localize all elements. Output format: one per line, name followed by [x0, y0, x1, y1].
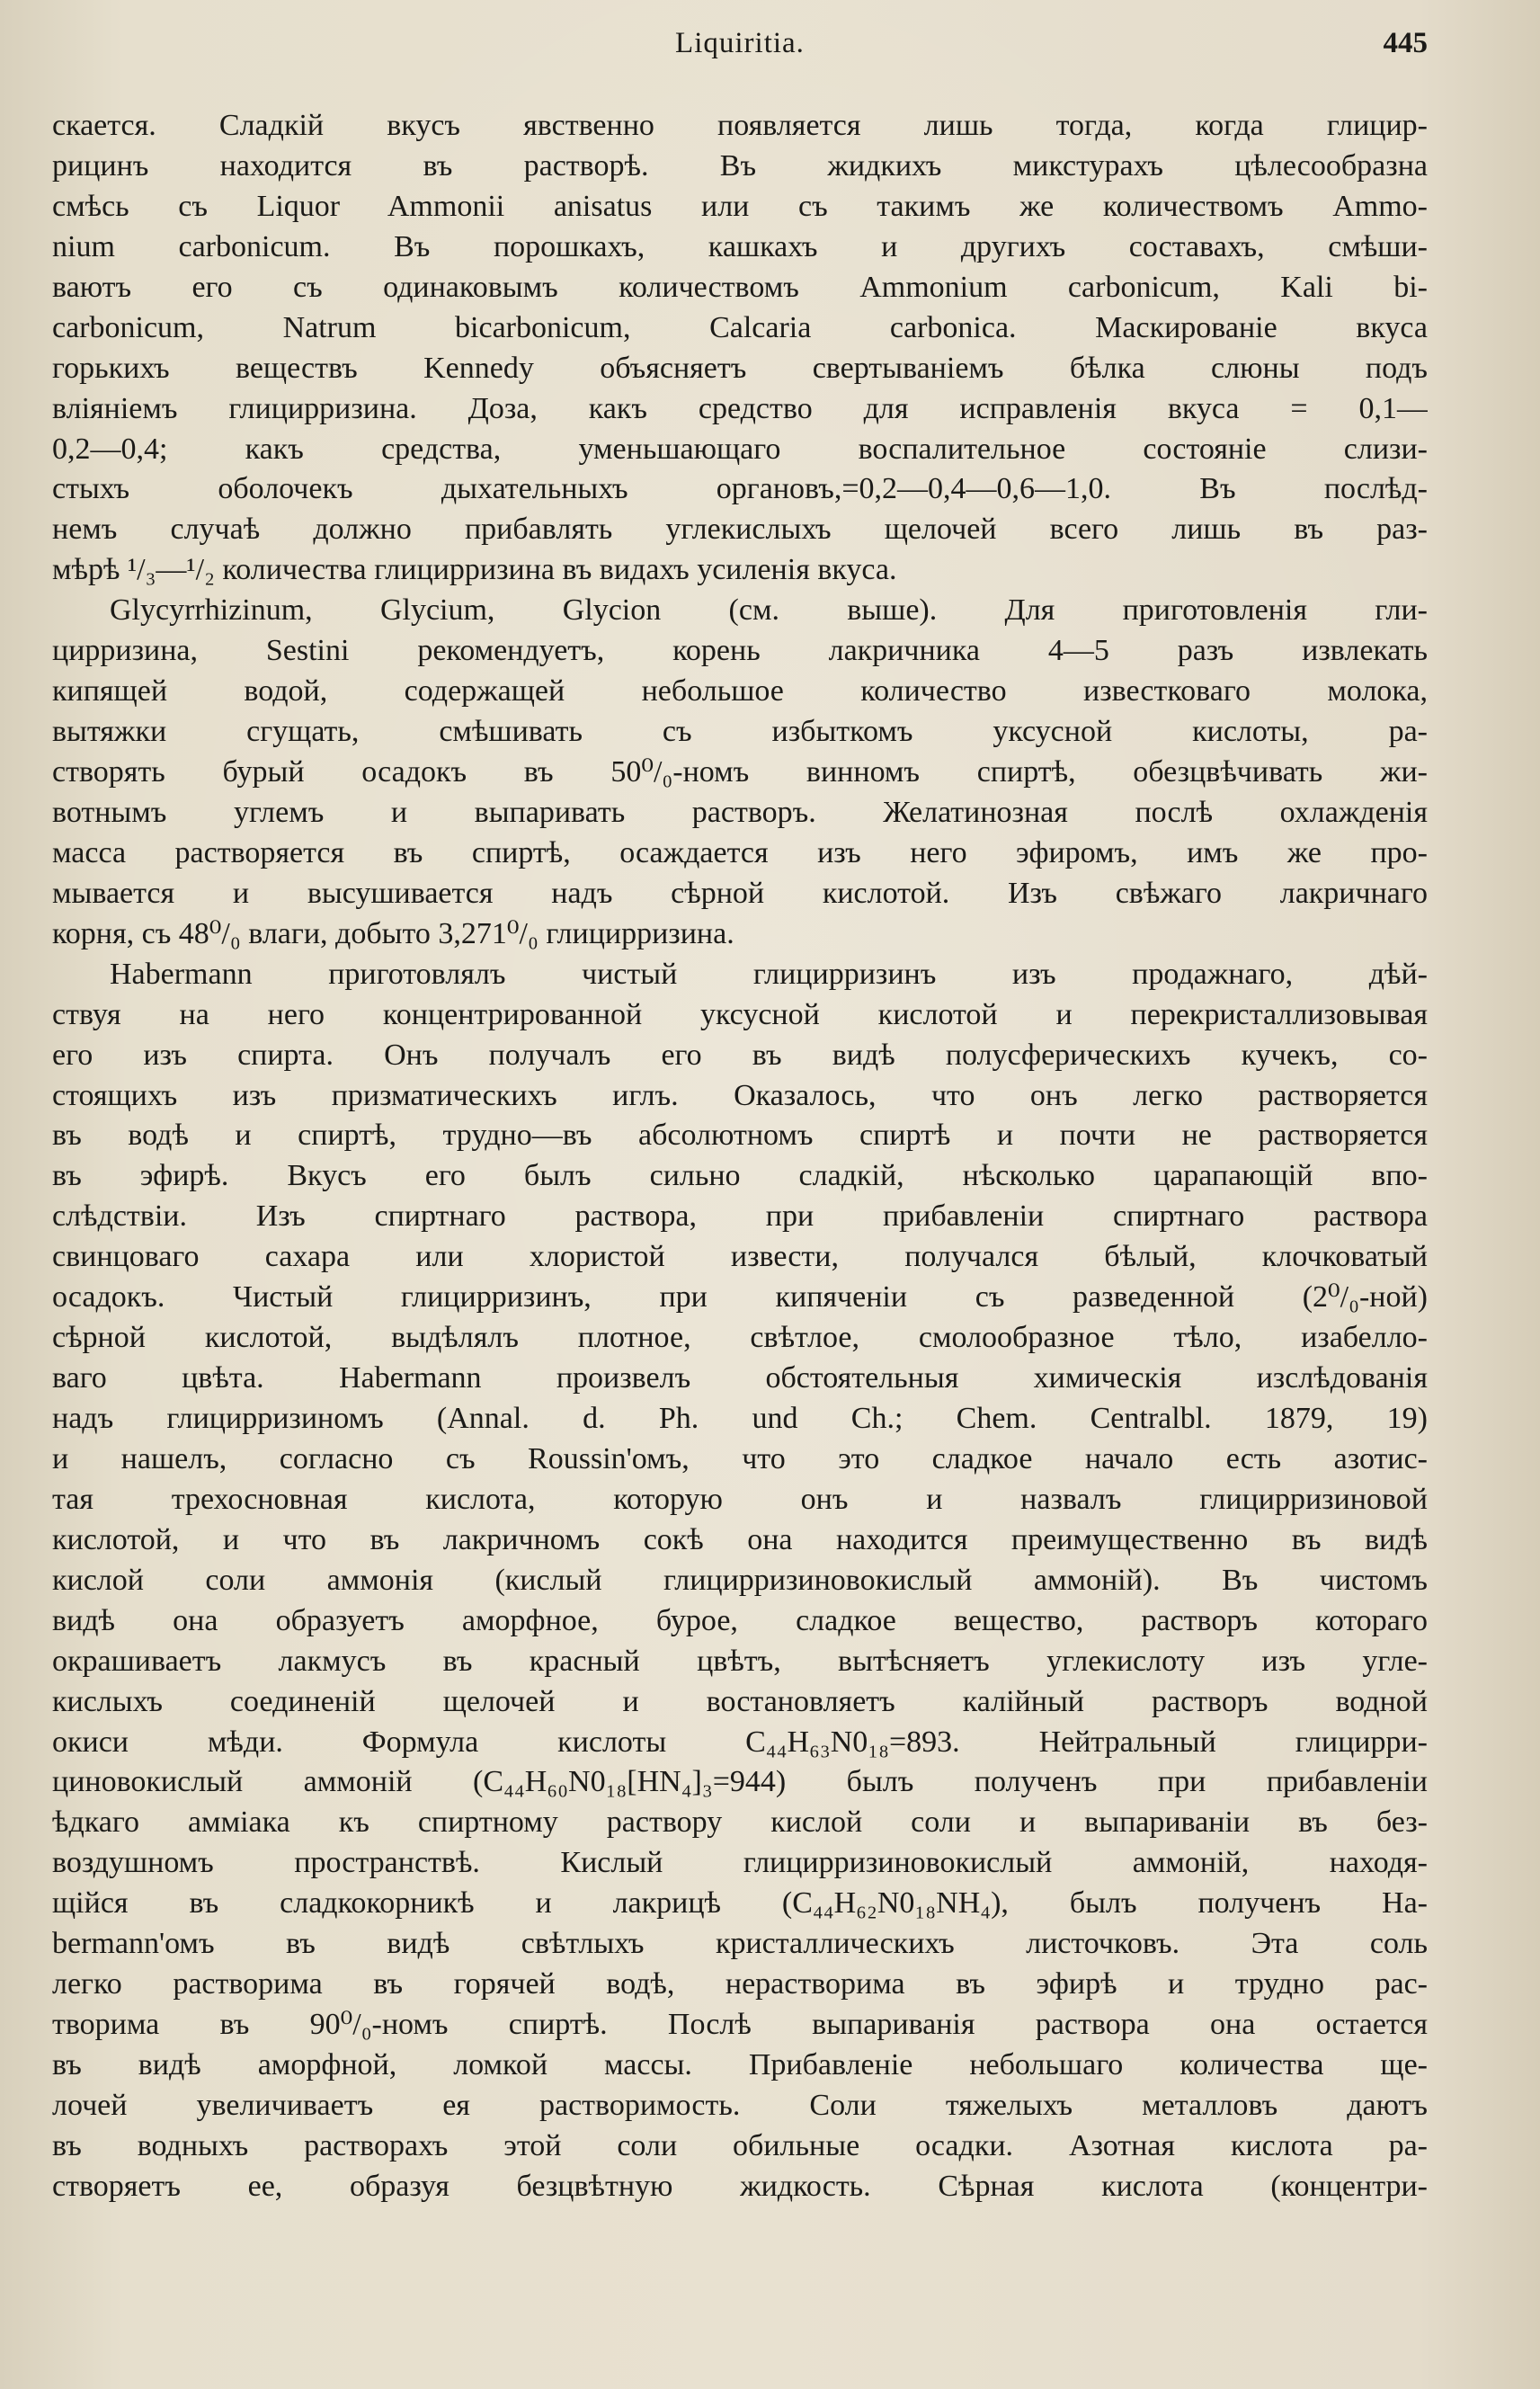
text-line: скается. Сладкій вкусъ явственно появляется лишь тогда, когда глицир-	[52, 109, 1428, 142]
text-line: въ водныхъ растворахъ этой соли обильные осадки. Азотная кислота ра-	[52, 2128, 1428, 2162]
text-line: лочей увеличиваетъ ея растворимость. Соли тяжелыхъ металловъ даютъ	[52, 2088, 1428, 2122]
text-line: окрашиваетъ лакмусъ въ красный цвѣтъ, вытѣсняетъ углекислоту изъ угле-	[52, 1644, 1428, 1678]
text-line: ваго цвѣта. Habermann произвелъ обстоятельныя химическія изслѣдованія	[52, 1361, 1428, 1395]
text-line: въ видѣ аморфной, ломкой массы. Прибавленіе небольшаго количества ще-	[52, 2048, 1428, 2081]
page-number: 445	[1383, 27, 1428, 59]
text-line: его изъ спирта. Онъ получалъ его въ видѣ полусферическихъ кучекъ, со-	[52, 1038, 1428, 1072]
text-line: въ водѣ и спиртѣ, трудно—въ абсолютномъ спиртѣ и почти не растворяется	[52, 1119, 1428, 1153]
text-line: окиси мѣди. Формула кислоты C₄₄H₆₃N0₁₈=893. Нейтральный глицирри-	[52, 1725, 1428, 1759]
text-line: надъ глицирризиномъ (Annal. d. Ph. und Ch.; Chem. Centralbl. 1879, 19)	[52, 1402, 1428, 1435]
text-line: видѣ она образуетъ аморфное, бурое, сладкое вещество, растворъ котораго	[52, 1603, 1428, 1637]
text-line: щійся въ сладкокорникѣ и лакрицѣ (C₄₄H₆₂N0₁₈NH₄), былъ полученъ Ha-	[52, 1886, 1428, 1921]
text-line: цирризина, Sestini рекомендуетъ, корень лакричника 4—5 разъ извлекать	[52, 634, 1428, 668]
text-line: рицинъ находится въ растворѣ. Въ жидкихъ микстурахъ цѣлесообразна	[52, 148, 1428, 183]
text-line: воздушномъ пространствѣ. Кислый глицирризиновокислый аммоній, находя-	[52, 1846, 1428, 1880]
text-line: въ эфирѣ. Вкусъ его былъ сильно сладкій, нѣсколько царапающій впо-	[52, 1159, 1428, 1193]
text-line: слѣдствіи. Изъ спиртнаго раствора, при прибавленіи спиртнаго раствора	[52, 1199, 1428, 1234]
text-line: bermann'омъ въ видѣ свѣтлыхъ кристаллическихъ листочковъ. Эта соль	[52, 1927, 1428, 1961]
text-line: легко растворима въ горячей водѣ, нерастворима въ эфирѣ и трудно рас-	[52, 1967, 1428, 2001]
text-line: Glycyrrhizinum, Glycium, Glycion (см. выше). Для приготовленія гли-	[110, 593, 1428, 628]
text-line: мывается и высушивается надъ сѣрной кислотой. Изъ свѣжаго лакричнаго	[52, 876, 1428, 910]
text-line: вытяжки сгущать, смѣшивать съ избыткомъ уксусной кислоты, ра-	[52, 715, 1428, 749]
text-line: 0,2—0,4; какъ средства, уменьшающаго воспалительное состояніе слизи-	[52, 432, 1428, 466]
text-line: кислыхъ соединеній щелочей и востановляетъ калійный растворъ водной	[52, 1684, 1428, 1718]
text-line: смѣсь съ Liquor Ammonii anisatus или съ такимъ же количествомъ Ammo-	[52, 189, 1428, 223]
text-line: немъ случаѣ должно прибавлять углекислыхъ щелочей всего лишь въ раз-	[52, 513, 1428, 547]
text-line: carbonicum, Natrum bicarbonicum, Calcaria carbonica. Маскированіе вкуса	[52, 310, 1428, 344]
text-line: кислотой, и что въ лакричномъ сокѣ она находится преимущественно въ видѣ	[52, 1522, 1428, 1556]
text-line: масса растворяется въ спиртѣ, осаждается изъ него эфиромъ, имъ же про-	[52, 835, 1428, 869]
text-line: и нашелъ, согласно съ Roussin'омъ, что это сладкое начало есть азотис-	[52, 1441, 1428, 1475]
text-line: свинцоваго сахара или хлористой извести, получался бѣлый, клочковатый	[52, 1240, 1428, 1274]
page-header	[52, 27, 1428, 72]
text-line: створять бурый осадокъ въ 50⁰/₀-номъ винномъ спиртѣ, обезцвѣчивать жи-	[52, 755, 1428, 789]
text-line: творима въ 90⁰/₀-номъ спиртѣ. Послѣ выпариванія раствора она остается	[52, 2008, 1428, 2042]
text-line: стоящихъ изъ призматическихъ иглъ. Оказалось, что онъ легко растворяется	[52, 1078, 1428, 1112]
text-line: вотнымъ углемъ и выпаривать растворъ. Желатинозная послѣ охлажденія	[52, 795, 1428, 829]
body-text	[52, 106, 1428, 2207]
text-line: nium carbonicum. Въ порошкахъ, кашкахъ и другихъ составахъ, смѣши-	[52, 229, 1428, 263]
text-line: ваютъ его съ одинаковымъ количествомъ Ammonium carbonicum, Kali bi-	[52, 270, 1428, 304]
text-line: кипящей водой, содержащей небольшое количество известковаго молока,	[52, 674, 1428, 709]
text-line: сѣрной кислотой, выдѣлялъ плотное, свѣтлое, смолообразное тѣло, изабелло-	[52, 1321, 1428, 1355]
text-line: горькихъ веществъ Kennedy объясняетъ свертываніемъ бѣлка слюны подъ	[52, 351, 1428, 385]
text-line: кислой соли аммонія (кислый глицирризиновокислый аммоній). Въ чистомъ	[52, 1563, 1428, 1597]
text-line: циновокислый аммоній (C₄₄H₆₀N0₁₈[HN₄]₃=944) былъ полученъ при прибавленіи	[52, 1765, 1428, 1799]
text-line: тая трехосновная кислота, которую онъ и назвалъ глицирризиновой	[52, 1482, 1428, 1516]
text-line: стыхъ оболочекъ дыхательныхъ органовъ,=0,2—0,4—0,6—1,0. Въ послѣд-	[52, 472, 1428, 506]
text-line: Habermann приготовлялъ чистый глицирризинъ изъ продажнаго, дѣй-	[110, 957, 1428, 991]
text-line: вліяніемъ глицирризина. Доза, какъ средство для исправленія вкуса = 0,1—	[52, 391, 1428, 425]
text-line: корня, съ 48⁰/₀ влаги, добыто 3,271⁰/₀ глицирризина.	[52, 916, 734, 950]
text-line: ѣдкаго амміака къ спиртному раствору кислой соли и выпариваніи въ без-	[52, 1805, 1428, 1840]
text-line: ствуя на него концентрированной уксусной кислотой и перекристаллизовывая	[52, 997, 1428, 1031]
text-line: осадокъ. Чистый глицирризинъ, при кипяченіи съ разведенной (2⁰/₀-ной)	[52, 1280, 1428, 1315]
text-line: створяетъ ее, образуя безцвѣтную жидкость. Сѣрная кислота (концентри-	[52, 2169, 1428, 2203]
running-title: Liquiritia.	[675, 27, 805, 59]
text-line: мѣрѣ ¹/₃—¹/₂ количества глицирризина въ видахъ усиленія вкуса.	[52, 553, 897, 587]
